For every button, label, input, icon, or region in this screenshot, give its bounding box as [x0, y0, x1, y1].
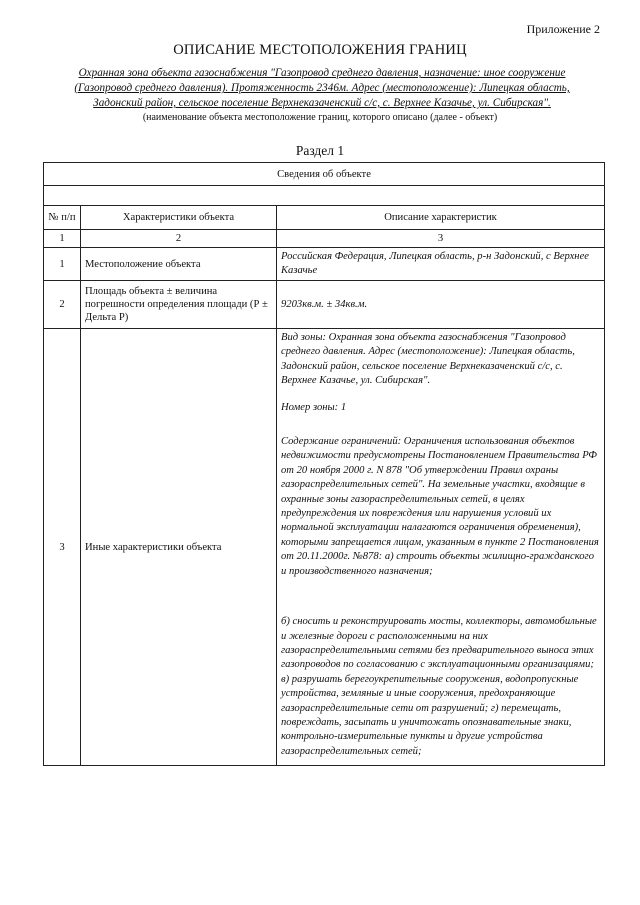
row-description: 9203кв.м. ± 34кв.м. [277, 281, 605, 329]
table-caption: Сведения об объекте [44, 163, 605, 186]
table-colnum-row [44, 230, 605, 248]
row-num: 2 [44, 281, 81, 329]
table-row [44, 329, 605, 766]
table-spacer-row [44, 186, 605, 206]
row-description [277, 329, 605, 766]
object-description-line-1: Охранная зона объекта газоснабжения "Газопровод среднего давления, назначение: иное сооружение [78, 67, 566, 79]
appendix-label: Приложение 2 [526, 22, 600, 36]
row-num: 3 [44, 329, 81, 766]
row-characteristic: Местоположение объекта [81, 248, 277, 281]
object-description-line-2: (Газопровод среднего давления). Протяженность 2346м. Адрес (местоположение): Липецкая область, [74, 82, 570, 94]
header-description: Описание характеристик [277, 206, 605, 230]
row-characteristic: Площадь объекта ± величина погрешности определения площади (Р ± Дельта Р) [81, 281, 277, 329]
description-paragraph-zone-type: Вид зоны: Охранная зона объекта газоснабжения "Газопровод среднего давления. Адрес (местоположение): Липецкая область, Задонский район, сельское поселение Верхнеказаченский с/с, с. Верхнее Казачье, ул. Сибирская". [281, 332, 575, 387]
object-description-line-3: Задонский район, сельское поселение Верхнеказаченский с/с, с. Верхнее Казачье, ул. Сибирская". [93, 97, 551, 109]
description-paragraph-restrictions: Содержание ограничений: Ограничения использования объектов недвижимости предусмотрены Постановлением Правительства РФ от 20 ноября 2000 г. N 878 "Об утверждении Правил охраны газораспределительных сетей". На земельные участки, входящие в охранные зоны газораспределительных сетей, в целях предупреждения их повреждения или нарушения условий их нормальной эксплуатации налагаются ограничения обременения), которыми запрещается лицам, указанным в пункте 2 Постановления от 20.11.2000г. №878: а) строить объекты жилищно-гражданского и производственного назначения; [281, 436, 599, 577]
document-title: ОПИСАНИЕ МЕСТОПОЛОЖЕНИЯ ГРАНИЦ [173, 42, 467, 58]
object-note: (наименование объекта местоположение границ, которого описано (далее - объект) [142, 112, 498, 123]
object-description [52, 66, 592, 111]
table-row [44, 281, 605, 329]
table-header-row [44, 206, 605, 230]
row-description: Российская Федерация, Липецкая область, р-н Задонский, с Верхнее Казачье [277, 248, 605, 281]
table-caption-row [44, 163, 605, 186]
description-paragraph-zone-number: Номер зоны: 1 [281, 401, 347, 413]
table-spacer-cell [44, 186, 605, 206]
description-paragraph-restrictions-cont: б) сносить и реконструировать мосты, коллекторы, автомобильные и железные дороги с расположенными на них газораспределительными сетями без предварительного выноса этих газопроводов по согласованию с эксплуатационными организациями; в) разрушать берегоукрепительные сооружения, водопропускные устройства, земляные и иные сооружения, предохраняющие газораспределительные сети от разрушений; г) перемещать, повреждать, засыпать и уничтожать опознавательные знаки, контрольно-измерительные пункты и другие устройства газораспределительных сетей; [281, 616, 597, 757]
row-characteristic: Иные характеристики объекта [81, 329, 277, 766]
row-num: 1 [44, 248, 81, 281]
header-characteristic: Характеристики объекта [81, 206, 277, 230]
colnum-2: 2 [81, 230, 277, 248]
table-row [44, 248, 605, 281]
object-info-table [43, 162, 605, 766]
colnum-1: 1 [44, 230, 81, 248]
section-title: Раздел 1 [295, 143, 345, 158]
colnum-3: 3 [277, 230, 605, 248]
header-num: № п/п [44, 206, 81, 230]
